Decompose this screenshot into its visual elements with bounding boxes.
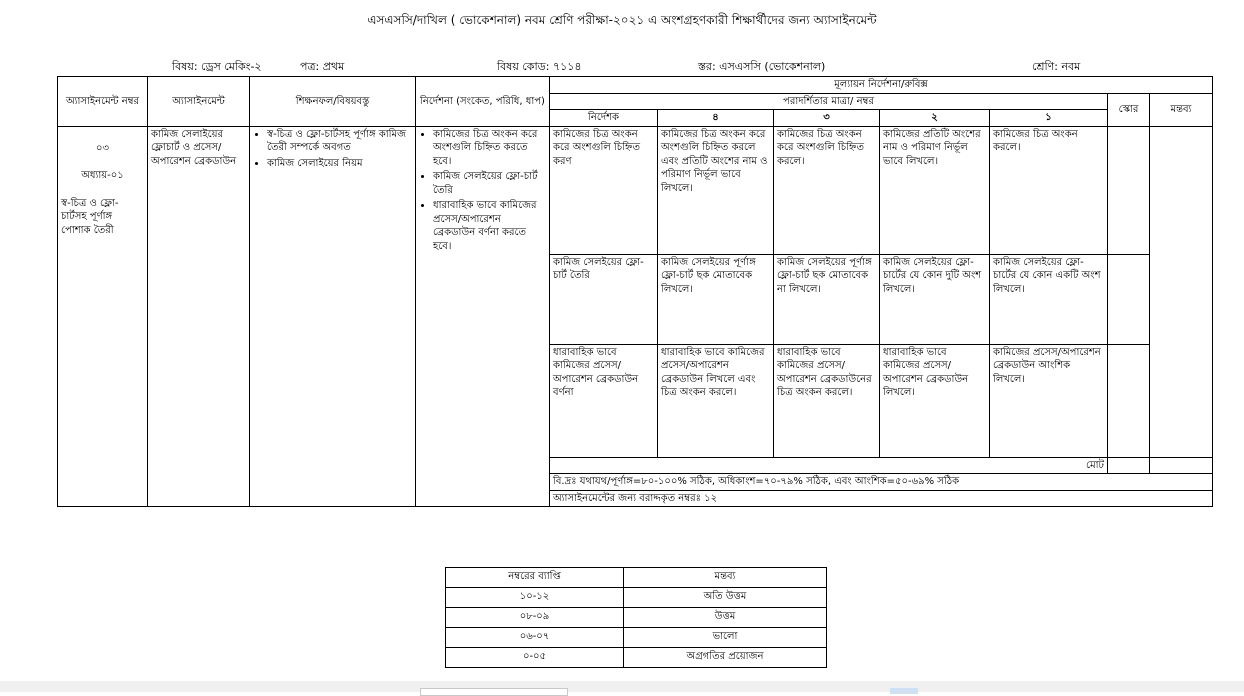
rubric-indicator: কামিজ সেলইয়ের ফ্লো-চার্ট তৈরি [550,254,658,344]
header-proficiency: পরাদর্শিতার মাত্রা/ নম্বর [550,93,1108,110]
rubric-level-4: কামিজ সেলইয়ের পূর্ণাঙ্গ ফ্লো-চার্ট ছক মোতাবেক লিখলে। [658,254,774,344]
toolbar-button[interactable] [890,688,918,694]
header-level-4: ৪ [658,110,774,127]
outcome-cell [250,126,416,507]
header-assignment-no: অ্যাসাইনমেন্ট নম্বর [58,77,148,127]
grade-range: ১০-১২ [446,588,624,608]
assignment-number-cell [58,126,148,507]
instruction-item: • ধারাবাহিক ভাবে কামিজের প্রসেস/অপারেশন ব্রেকডাউন বর্ণনা করতে হবে। [433,199,546,253]
header-level-1: ১ [990,110,1108,127]
chapter-label: অধ্যায়-০১ [81,170,124,181]
header-indicator: নির্দেশক [550,110,658,127]
score-cell [1108,344,1150,457]
rubric-level-1: কামিজ সেলইয়ের ফ্লো-চার্টের যে কোন একটি অংশ লিখলে। [990,254,1108,344]
assignment-name: কামিজ সেলাইয়ের ফ্লোচার্ট ও প্রসেস/অপারেশন ব্রেকডাউন [148,126,250,507]
toolbar-input[interactable] [420,688,568,696]
score-cell [1108,254,1150,344]
rubric-indicator: ধারাবাহিক ভাবে কামিজের প্রসেস/অপারেশন ব্রেকডাউন বর্ণনা [550,344,658,457]
grade-range: ০-০৫ [446,648,624,668]
rubric-level-3: কামিজের চিত্র অংকন করে অংশগুলি চিহ্নিত করলে। [774,126,880,254]
grade-row [446,588,827,608]
rubric-level-2: ধারাবাহিক ভাবে কামিজের প্রসেস/অপারেশন ব্রেকডাউন লিখলে। [880,344,990,457]
meta-subject: বিষয়: ড্রেস মেকিং-২ [172,60,262,73]
outcome-item: • স্ব-চিত্র ও ফ্লো-চার্টসহ পূর্ণাঙ্গ কামিজ তৈরী সম্পর্কে অবগত [267,128,412,155]
score-cell [1108,126,1150,254]
outcome-item: • কামিজ সেলাইয়ের নিয়ম [267,157,412,171]
grade-remark: উত্তম [624,608,827,628]
rubric-level-4: ধারাবাহিক ভাবে কামিজের প্রসেস/অপারেশন ব্রেকডাউন লিখলে এবং চিত্র অংকন করলে। [658,344,774,457]
instruction-item: • কামিজ সেলইয়ের ফ্লো-চার্ট তৈরি [433,170,546,197]
rubric-row-1 [58,126,1213,254]
remarks-cell [1150,126,1213,457]
page-title: এসএসসি/দাখিল ( ভোকেশনাল) নবম শ্রেণি পরীক্ষা-২০২১ এ অংশগ্রহণকারী শিক্ষার্থীদের জন্য অ্যাসাইনমেন্ট [367,13,877,27]
assignment-number: ০৩ [95,142,109,154]
rubric-level-3: ধারাবাহিক ভাবে কামিজের প্রসেস/অপারেশন ব্রেকডাউনের চিত্র অংকন করলে। [774,344,880,457]
assignment-table [57,76,1213,507]
grade-row [446,608,827,628]
grade-table [445,567,827,668]
rubric-level-1: কামিজের প্রসেস/অপারেশন ব্রেকডাউন আংশিক লিখলে। [990,344,1108,457]
grade-header-range: নম্বরের ব্যাপ্তি [446,568,624,588]
meta-paper: পত্র: প্রথম [300,60,345,73]
total-score [1108,457,1150,474]
note-text [550,474,1213,507]
chapter-title: স্ব-চিত্র ও ফ্লো-চার্টসহ পূর্ণাঙ্গ পোশাক তৈরী [61,197,119,236]
note-line: বি.দ্রঃ যথাযথ/পূর্ণাঙ্গ=৮০-১০০% সঠিক, অধিকাংশ=৭০-৭৯% সঠিক, এবং আংশিক=৫০-৬৯% সঠিক [553,476,960,487]
instructions-cell [416,126,550,507]
header-remarks: মন্তব্য [1150,93,1213,126]
total-label: মোট [550,457,1108,474]
header-score: স্কোর [1108,93,1150,126]
rubric-level-2: কামিজ সেলইয়ের ফ্লো-চার্টের যে কোন দুটি অংশ লিখলে। [880,254,990,344]
grade-remark: অগ্রগতির প্রয়োজন [624,648,827,668]
grade-remark: ভালো [624,628,827,648]
grade-header-row [446,568,827,588]
meta-code: বিষয় কোড: ৭১১৪ [497,60,582,73]
grade-remark: অতি উত্তম [624,588,827,608]
bottom-toolbar [0,681,1244,692]
header-assignment: অ্যাসাইনমেন্ট [148,77,250,127]
instruction-list [419,128,546,254]
header-level-3: ৩ [774,110,880,127]
rubric-level-2: কামিজের প্রতিটি অংশের নাম ও পরিমাণ নির্ভূল ভাবে লিখলে। [880,126,990,254]
header-level-2: ২ [880,110,990,127]
header-outcome: শিক্ষনফল/বিষয়বস্তু [250,77,416,127]
grade-row [446,648,827,668]
grade-row [446,628,827,648]
rubric-level-1: কামিজের চিত্র অংকন করলে। [990,126,1108,254]
rubric-level-3: কামিজ সেলইয়ের পূর্ণাঙ্গ ফ্লো-চার্ট ছক মোতাবেক না লিখলে। [774,254,880,344]
header-instructions: নির্দেশনা (সংকেত, পরিধি, ধাপ) [416,77,550,127]
instruction-item: • কামিজের চিত্র অংকন করে অংশগুলি চিহ্নিত করতে হবে। [433,128,546,169]
allotted-marks: অ্যাসাইনমেন্টের জন্য বরাদ্দকৃত নম্বরঃ ১২ [550,490,1212,506]
rubric-level-4: কামিজের চিত্র অংকন করে অংশগুলি চিহ্নিত করলে এবং প্রতিটি অংশের নাম ও পরিমাণ নির্ভূল ভাবে লিখলে। [658,126,774,254]
header-evaluation: মূল্যায়ন নির্দেশনা/রুবিক্স [550,77,1213,94]
grade-range: ০৮-০৯ [446,608,624,628]
meta-class: শ্রেণি: নবম [1032,60,1081,73]
grade-header-remark: মন্তব্য [624,568,827,588]
meta-level: স্তর: এসএসসি (ভোকেশনাল) [698,60,826,73]
outcome-list [253,128,412,171]
total-remarks [1150,457,1213,474]
grade-range: ০৬-০৭ [446,628,624,648]
header-row-1 [58,77,1213,94]
rubric-indicator: কামিজের চিত্র অংকন করে অংশগুলি চিহ্নিত করণ [550,126,658,254]
